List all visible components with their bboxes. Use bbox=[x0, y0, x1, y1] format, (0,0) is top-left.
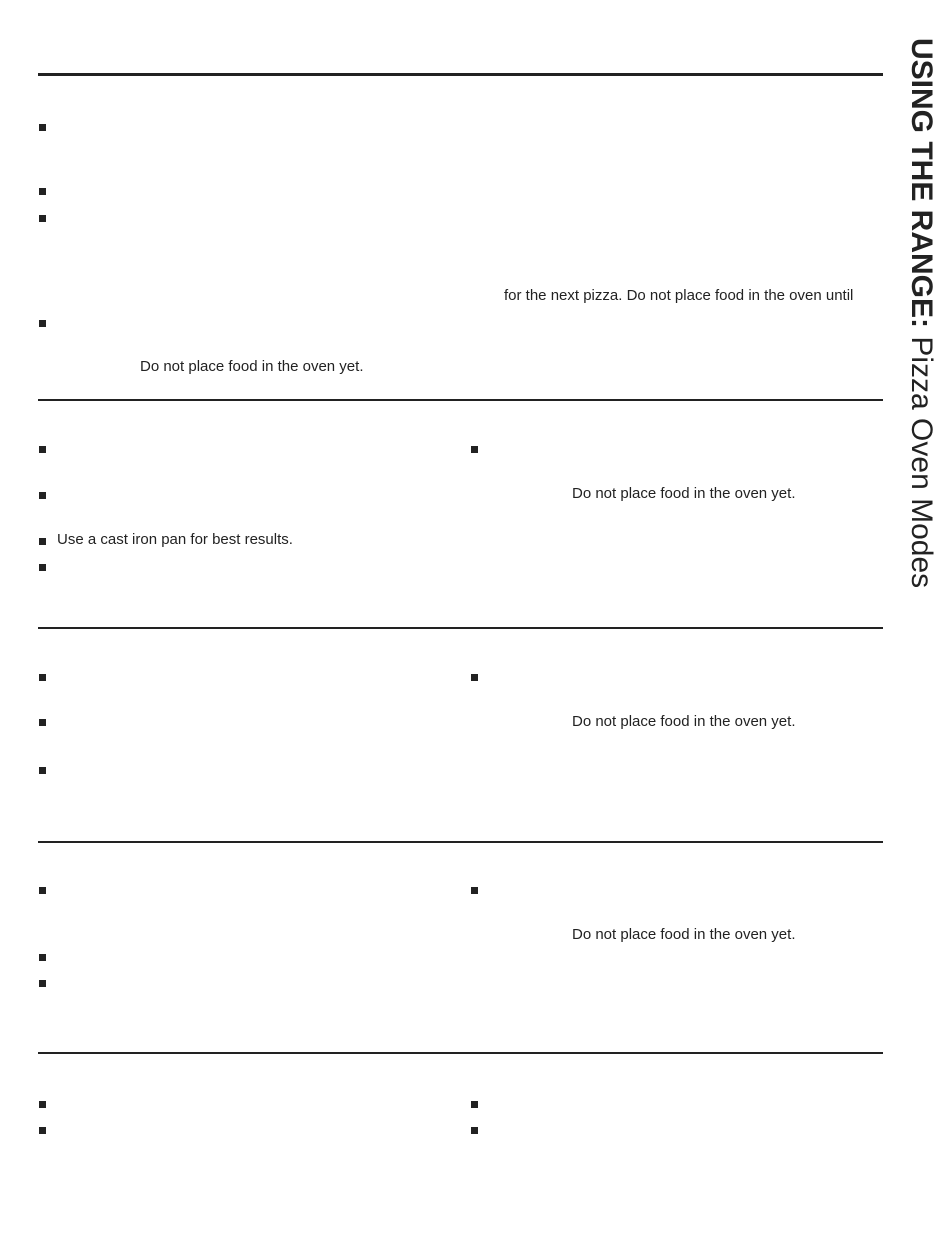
section-1-right-text: for the next pizza. Do not place food in the oven until bbox=[504, 287, 854, 304]
bullet bbox=[471, 1127, 478, 1134]
bullet bbox=[39, 674, 46, 681]
side-header-title: Pizza Oven Modes bbox=[905, 336, 938, 589]
section-2-right-note: Do not place food in the oven yet. bbox=[572, 485, 796, 502]
bullet bbox=[39, 215, 46, 222]
bullet bbox=[39, 954, 46, 961]
side-header bbox=[905, 38, 937, 588]
section-2-left-tip: Use a cast iron pan for best results. bbox=[57, 531, 293, 548]
bullet bbox=[39, 887, 46, 894]
bullet bbox=[39, 719, 46, 726]
bullet bbox=[39, 1127, 46, 1134]
section-5-divider bbox=[38, 1052, 883, 1054]
bullet bbox=[39, 538, 46, 545]
bullet bbox=[471, 446, 478, 453]
bullet bbox=[39, 188, 46, 195]
section-2-divider bbox=[38, 399, 883, 401]
section-3-divider bbox=[38, 627, 883, 629]
section-1-divider bbox=[38, 73, 883, 76]
bullet bbox=[39, 320, 46, 327]
bullet bbox=[471, 887, 478, 894]
section-4-divider bbox=[38, 841, 883, 843]
bullet bbox=[39, 767, 46, 774]
bullet bbox=[39, 980, 46, 987]
bullet bbox=[471, 674, 478, 681]
section-1-note: Do not place food in the oven yet. bbox=[140, 358, 364, 375]
bullet bbox=[39, 564, 46, 571]
bullet bbox=[39, 492, 46, 499]
bullet bbox=[39, 124, 46, 131]
section-3-right-note: Do not place food in the oven yet. bbox=[572, 713, 796, 730]
side-header-prefix: USING THE RANGE: bbox=[905, 38, 938, 329]
section-4-right-note: Do not place food in the oven yet. bbox=[572, 926, 796, 943]
bullet bbox=[471, 1101, 478, 1108]
bullet bbox=[39, 446, 46, 453]
bullet bbox=[39, 1101, 46, 1108]
